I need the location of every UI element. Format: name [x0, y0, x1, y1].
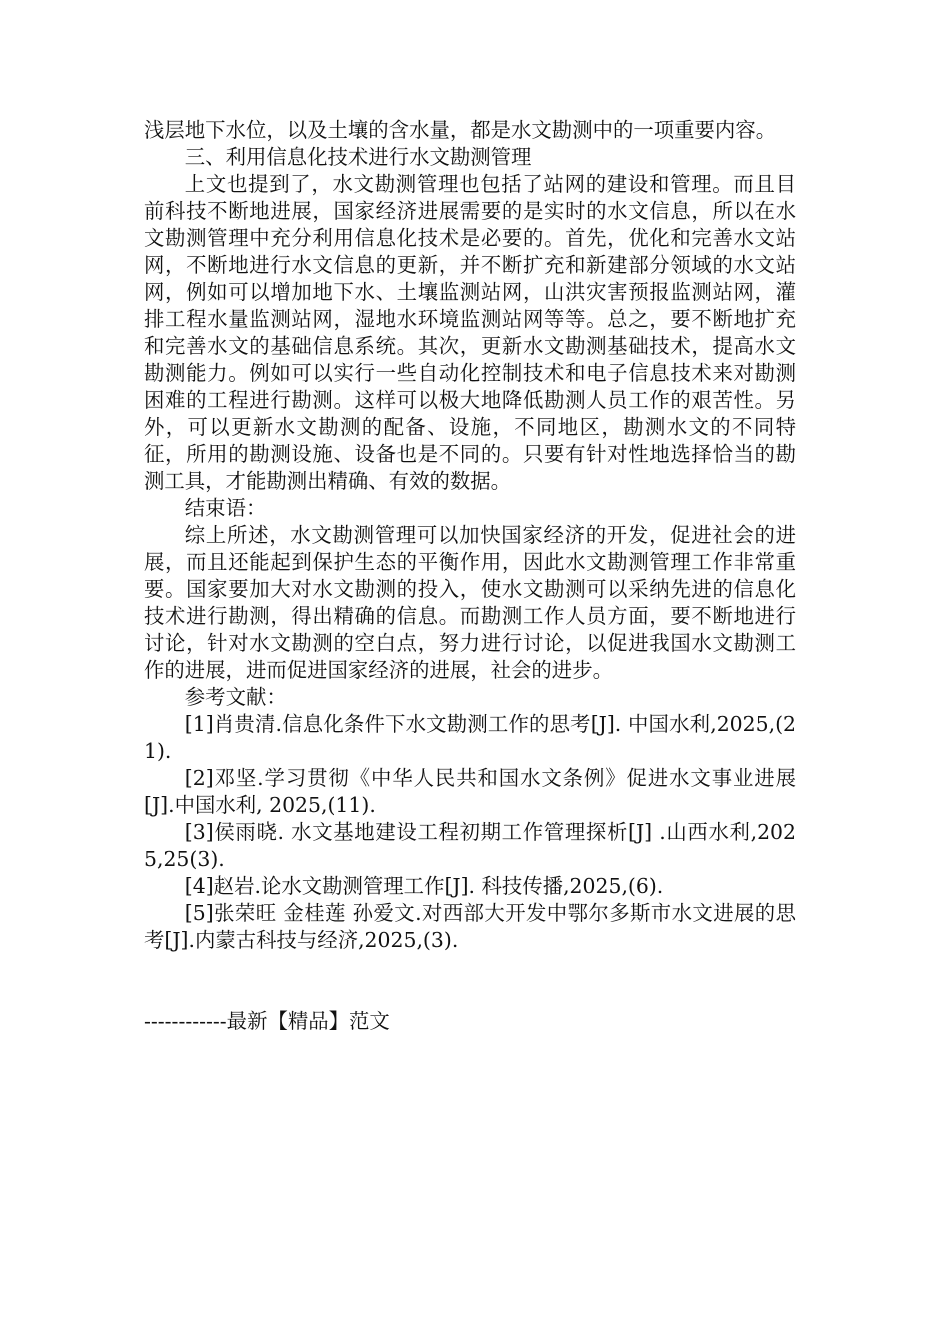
references-heading: 参考文献： — [184, 685, 287, 709]
conclusion-heading: 结束语： — [184, 496, 267, 520]
body-paragraph: 上文也提到了，水文勘测管理也包括了站网的建设和管理。而且目前科技不断地进展，国家经济进展需要的是实时的水文信息，所以在水文勘测管理中充分利用信息化技术是必要的。首先，优化和完善水文站网，不断地进行水文信息的更新，并不断扩充和新建部分领域的水文站网，例如可以增加地下水、土壤监测站网，山洪灾害预报监测站网，灌排工程水量监测站网，湿地水环境监测站网等等。总之，要不断地扩充和完善水文的基础信息系统。其次，更新水文勘测基础技术，提高水文勘测能力。例如可以实行一些自动化控制技术和电子信息技术来对勘测困难的工程进行勘测。这样可以极大地降低勘测人员工作的艰苦性。另外，可以更新水文勘测的配备、设施，不同地区，勘测水文的不同特征，所用的勘测设施、设备也是不同的。只要有针对性地选择恰当的勘测工具，才能勘测出精确、有效的数据。 — [144, 172, 796, 493]
reference-item-5: [5]张荣旺 金桂莲 孙爱文.对西部大开发中鄂尔多斯市水文进展的思考[J].内蒙古科技与经济,2025,(3). — [144, 901, 796, 952]
reference-item-3: [3]侯雨晓. 水文基地建设工程初期工作管理探析[J] .山西水利,2025,25(3). — [144, 820, 796, 871]
page-footer: ------------最新【精品】范文 — [144, 1009, 390, 1033]
reference-item-1: [1]肖贵清.信息化条件下水文勘测工作的思考[J]. 中国水利,2025,(21). — [144, 712, 796, 763]
reference-item-4: [4]赵岩.论水文勘测管理工作[J]. 科技传播,2025,(6). — [184, 874, 664, 898]
conclusion-paragraph: 综上所述，水文勘测管理可以加快国家经济的开发，促进社会的进展，而且还能起到保护生态的平衡作用，因此水文勘测管理工作非常重要。国家要加大对水文勘测的投入，使水文勘测可以采纳先进的信息化技术进行勘测，得出精确的信息。而勘测工作人员方面，要不断地进行讨论，针对水文勘测的空白点，努力进行讨论，以促进我国水文勘测工作的进展，进而促进国家经济的进展，社会的进步。 — [144, 523, 796, 682]
section-heading-3: 三、利用信息化技术进行水文勘测管理 — [184, 145, 532, 169]
reference-item-2: [2]邓坚.学习贯彻《中华人民共和国水文条例》促进水文事业进展[J].中国水利, 2025,(11). — [144, 766, 796, 817]
document-page — [144, 117, 796, 1035]
body-paragraph-continued: 浅层地下水位，以及土壤的含水量，都是水文勘测中的一项重要内容。 — [144, 118, 777, 142]
